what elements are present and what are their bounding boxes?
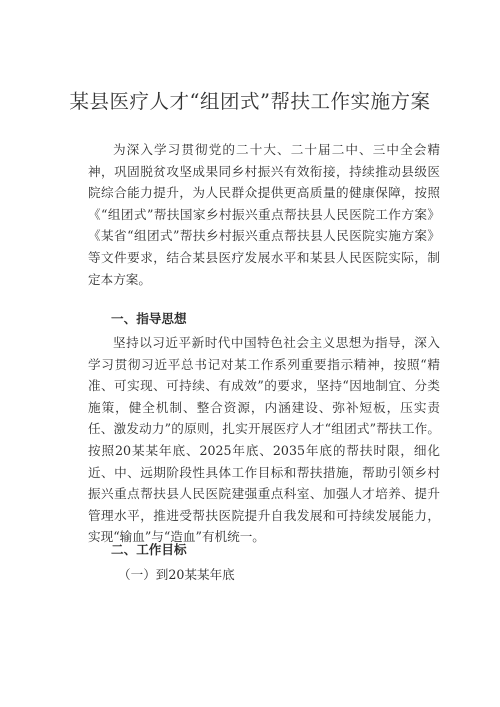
intro-paragraph: 为深入学习贯彻党的二十大、二十届二中、三中全会精神，巩固脱贫攻坚成果同乡村振兴有效衔接，持续推动县级医院综合能力提升，为人民群众提供更高质量的健康保障，按照《“组团式”帮扶国家乡村振兴重点帮扶县人民医院工作方案》《某省“组团式”帮扶乡村振兴重点帮扶县人民医院实施方案》等文件要求，结合某县医疗发展水平和某县人民医院实际，制定本方案。	[88, 142, 440, 287]
section-heading-guiding-ideology: 一、指导思想	[111, 311, 187, 326]
subsection-heading-by-year-end: （一）到20某某年底	[118, 567, 235, 582]
document-title: 某县医疗人才“组团式”帮扶工作实施方案	[69, 90, 431, 113]
guiding-ideology-paragraph: 坚持以习近平新时代中国特色社会主义思想为指导，深入学习贯彻习近平总书记对某工作系列重要指示精神，按照“精准、可实现、可持续、有成效”的要求，坚持“因地制宜、分类施策，健全机制、整合资源，内涵建设、弥补短板，压实责任、激发动力”的原则，扎实开展医疗人才“组团式”帮扶工作。按照20某某年底、2025年底、2035年底的帮扶时限，细化近、中、远期阶段性具体工作目标和帮扶措施，帮助引领乡村振兴重点帮扶县人民医院建强重点科室、加强人才培养、提升管理水平，推进受帮扶医院提升自我发展和可持续发展能力，实现“输血”与“造血”有机统一。	[88, 335, 440, 545]
section-heading-work-goals: 二、工作目标	[111, 542, 187, 557]
